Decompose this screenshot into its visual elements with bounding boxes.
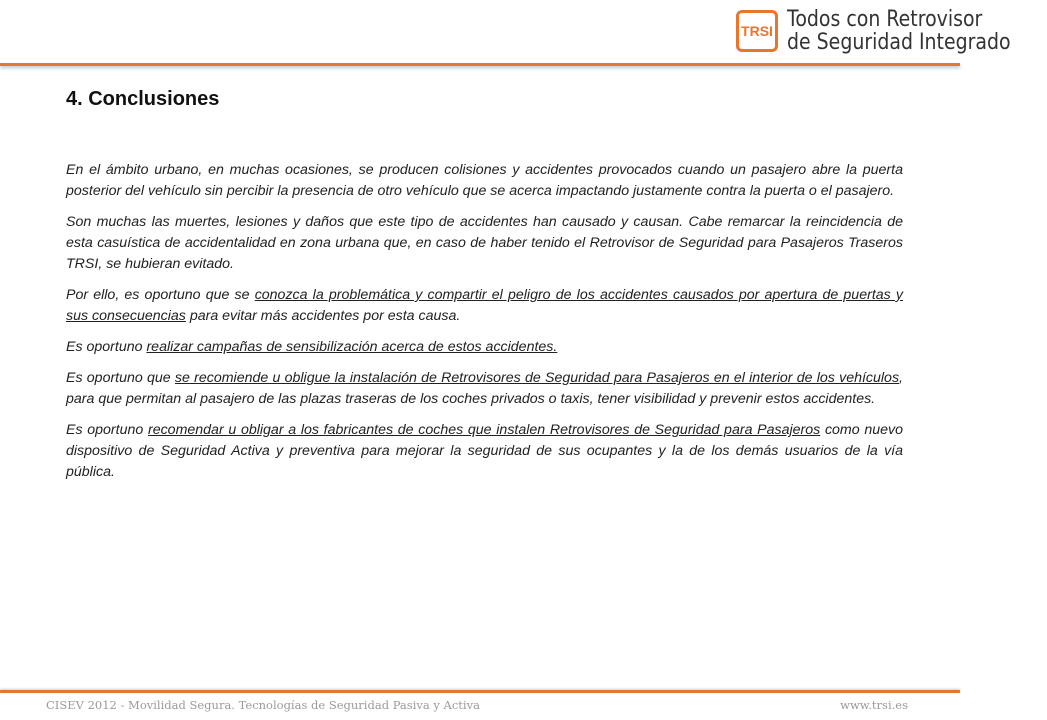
paragraph-3-tail: para evitar más accidentes por esta causa. xyxy=(185,308,461,324)
paragraph-3-underlined: conozca la problemática y compartir el peligro de los accidentes causados por apertura de puertas y sus consecuencias xyxy=(66,287,903,324)
paragraph-2: Son muchas las muertes, lesiones y daños que este tipo de accidentes han causado y causan. Cabe remarcar la reincidencia de esta casuística de accidentalidad en zona urbana que, en caso de haber tenido el Retrovisor de Seguridad para Pasajeros Traseros TRSI, se hubieran evitado. xyxy=(66,214,903,272)
logo-line-2: de Seguridad Integrado xyxy=(787,30,1011,55)
trsi-logo xyxy=(736,8,1047,54)
paragraph-6-tail: como nuevo dispositivo de Seguridad Activa y preventiva para mejorar la seguridad de sus ocupantes y la de los demás usuarios de la vía pública. xyxy=(66,422,903,480)
section-title: 4. Conclusiones xyxy=(66,88,220,110)
paragraph-6-underlined: recomendar u obligar a los fabricantes de coches que instalen Retrovisores de Seguridad para Pasajeros xyxy=(147,422,821,438)
paragraph-6-lead: Es oportuno xyxy=(66,422,148,438)
paragraph-6 xyxy=(66,420,903,483)
paragraph-5-lead: Es oportuno que xyxy=(66,370,175,386)
footer-conference: CISEV 2012 - Movilidad Segura. Tecnologías de Seguridad Pasiva y Activa xyxy=(46,698,480,712)
logo-line-1: Todos con Retrovisor xyxy=(787,7,983,32)
footer-website: www.trsi.es xyxy=(840,698,908,712)
footer-divider xyxy=(0,690,960,693)
paragraph-3 xyxy=(66,285,903,327)
paragraph-3-lead: Por ello, es oportuno que se xyxy=(66,287,255,303)
paragraph-5 xyxy=(66,368,903,410)
logo-badge-text: TRSI xyxy=(741,23,773,39)
paragraph-4-underlined: realizar campañas de sensibilización acerca de estos accidentes. xyxy=(146,339,558,355)
conclusions-body xyxy=(66,160,903,493)
paragraph-5-tail: , para que permitan al pasajero de las plazas traseras de los coches privados o taxis, tener visibilidad y prevenir estos accidentes. xyxy=(66,370,903,407)
logo-tagline xyxy=(787,8,1011,54)
trsi-badge-icon xyxy=(736,10,778,52)
header-divider xyxy=(0,63,960,66)
paragraph-4-lead: Es oportuno xyxy=(66,339,147,355)
paragraph-4 xyxy=(66,337,903,358)
paragraph-1: En el ámbito urbano, en muchas ocasiones, se producen colisiones y accidentes provocados cuando un pasajero abre la puerta posterior del vehículo sin percibir la presencia de otro vehículo que se acerca impactando justamente contra la puerta o el pasajero. xyxy=(66,162,903,199)
paragraph-5-underlined: se recomiende u obligue la instalación de Retrovisores de Seguridad para Pasajeros en el interior de los vehículos xyxy=(174,370,900,386)
